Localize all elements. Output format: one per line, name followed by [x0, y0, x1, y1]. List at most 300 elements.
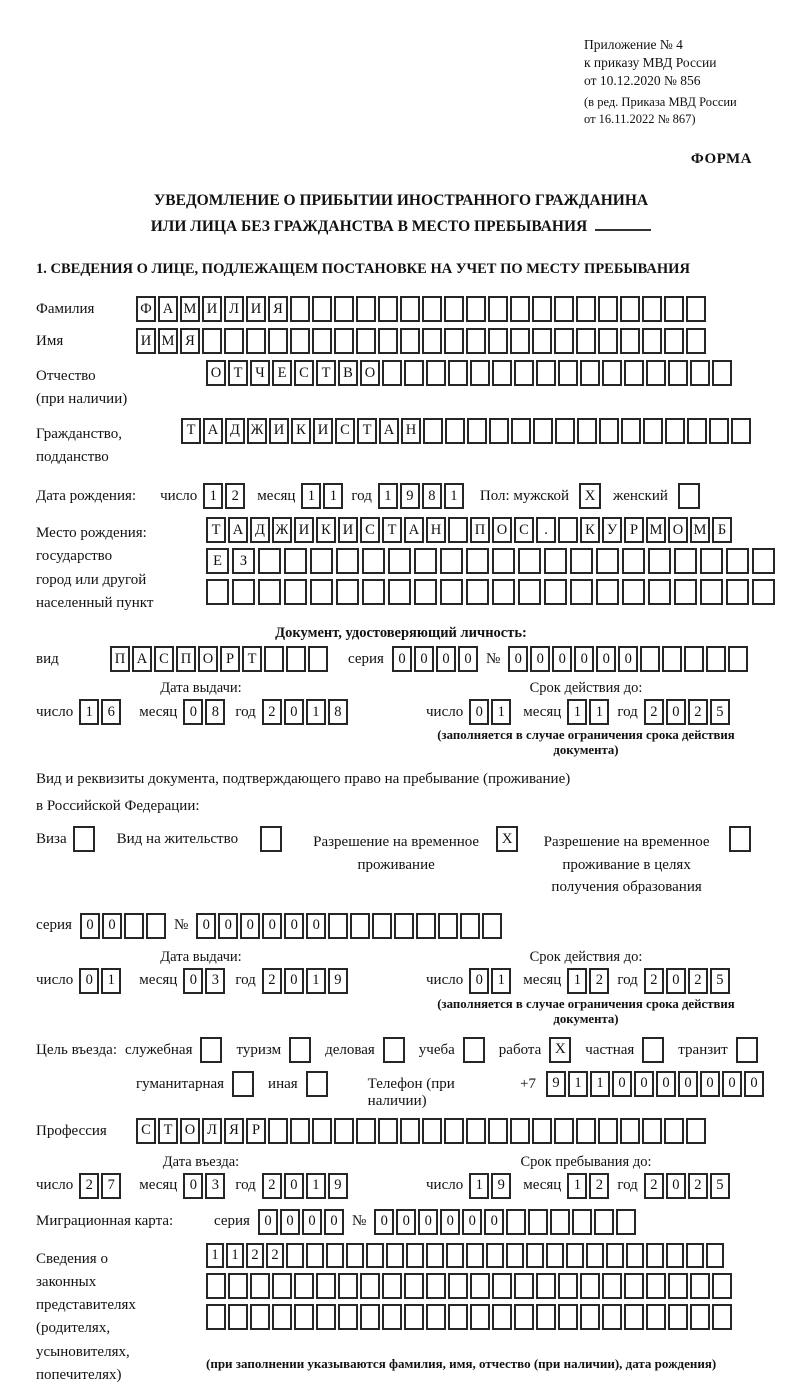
- form-cell[interactable]: [466, 328, 486, 354]
- form-cell[interactable]: [664, 328, 684, 354]
- form-cell[interactable]: [290, 328, 310, 354]
- form-cell[interactable]: [731, 418, 751, 444]
- form-cell[interactable]: 2: [225, 483, 245, 509]
- temp-residence-education-checkbox[interactable]: [729, 826, 751, 852]
- form-cell[interactable]: [532, 1118, 552, 1144]
- form-cell[interactable]: 2: [644, 699, 664, 725]
- form-cell[interactable]: 0: [240, 913, 260, 939]
- form-cell[interactable]: С: [154, 646, 174, 672]
- form-cell[interactable]: 8: [422, 483, 442, 509]
- identity-valid-day-cells[interactable]: [469, 699, 513, 725]
- form-cell[interactable]: [687, 418, 707, 444]
- form-cell[interactable]: [492, 1304, 512, 1330]
- migration-number-cells[interactable]: [374, 1209, 638, 1235]
- form-cell[interactable]: 0: [392, 646, 412, 672]
- form-cell[interactable]: 2: [589, 968, 609, 994]
- form-cell[interactable]: [202, 328, 222, 354]
- form-cell[interactable]: 2: [79, 1173, 99, 1199]
- form-cell[interactable]: [406, 1243, 424, 1268]
- form-cell[interactable]: [350, 913, 370, 939]
- form-cell[interactable]: [228, 1273, 248, 1299]
- form-cell[interactable]: [444, 296, 464, 322]
- representatives-row3-cells[interactable]: [206, 1304, 734, 1330]
- form-cell[interactable]: [426, 1304, 446, 1330]
- visa-checkbox[interactable]: [73, 826, 95, 852]
- form-cell[interactable]: Р: [624, 517, 644, 543]
- form-cell[interactable]: [414, 548, 437, 574]
- form-cell[interactable]: [700, 579, 723, 605]
- form-cell[interactable]: [576, 328, 596, 354]
- form-cell[interactable]: [258, 579, 281, 605]
- form-cell[interactable]: 0: [666, 968, 686, 994]
- form-cell[interactable]: П: [176, 646, 196, 672]
- form-cell[interactable]: 0: [618, 646, 638, 672]
- form-cell[interactable]: [146, 913, 166, 939]
- form-cell[interactable]: Т: [242, 646, 262, 672]
- form-cell[interactable]: [528, 1209, 548, 1235]
- birthdate-year-cells[interactable]: [378, 483, 466, 509]
- form-cell[interactable]: И: [313, 418, 333, 444]
- form-cell[interactable]: 0: [700, 1071, 720, 1097]
- form-cell[interactable]: [684, 646, 704, 672]
- form-cell[interactable]: [228, 1304, 248, 1330]
- form-cell[interactable]: А: [404, 517, 424, 543]
- form-cell[interactable]: [580, 1273, 600, 1299]
- purpose-private-checkbox[interactable]: [642, 1037, 664, 1063]
- form-cell[interactable]: 0: [462, 1209, 482, 1235]
- form-cell[interactable]: [712, 360, 732, 386]
- form-cell[interactable]: 1: [378, 483, 398, 509]
- form-cell[interactable]: [206, 1304, 226, 1330]
- form-cell[interactable]: 0: [634, 1071, 654, 1097]
- form-cell[interactable]: [686, 296, 706, 322]
- form-cell[interactable]: [566, 1243, 584, 1268]
- form-cell[interactable]: [709, 418, 729, 444]
- form-cell[interactable]: 0: [218, 913, 238, 939]
- form-cell[interactable]: [544, 548, 567, 574]
- form-cell[interactable]: [690, 360, 710, 386]
- form-cell[interactable]: 1: [491, 968, 511, 994]
- form-cell[interactable]: [570, 548, 593, 574]
- form-cell[interactable]: Н: [401, 418, 421, 444]
- form-cell[interactable]: 2: [262, 699, 282, 725]
- form-cell[interactable]: 1: [323, 483, 343, 509]
- form-cell[interactable]: С: [294, 360, 314, 386]
- form-cell[interactable]: [426, 360, 446, 386]
- form-cell[interactable]: [514, 1273, 534, 1299]
- form-cell[interactable]: [558, 1304, 578, 1330]
- form-cell[interactable]: 1: [101, 968, 121, 994]
- form-cell[interactable]: 1: [567, 699, 587, 725]
- form-cell[interactable]: 0: [436, 646, 456, 672]
- form-cell[interactable]: [422, 296, 442, 322]
- form-cell[interactable]: [310, 579, 333, 605]
- form-cell[interactable]: [546, 1243, 564, 1268]
- phone-cells[interactable]: [546, 1071, 766, 1097]
- form-cell[interactable]: 3: [205, 968, 225, 994]
- form-cell[interactable]: [492, 360, 512, 386]
- form-cell[interactable]: [306, 1243, 324, 1268]
- stay-year-cells[interactable]: [644, 1173, 732, 1199]
- form-cell[interactable]: Е: [272, 360, 292, 386]
- form-cell[interactable]: О: [180, 1118, 200, 1144]
- form-cell[interactable]: [426, 1273, 446, 1299]
- form-cell[interactable]: Т: [357, 418, 377, 444]
- form-cell[interactable]: [690, 1273, 710, 1299]
- form-cell[interactable]: Т: [158, 1118, 178, 1144]
- form-cell[interactable]: [470, 1304, 490, 1330]
- form-cell[interactable]: [422, 1118, 442, 1144]
- purpose-other-checkbox[interactable]: [306, 1071, 328, 1097]
- form-cell[interactable]: [356, 328, 376, 354]
- form-cell[interactable]: Т: [228, 360, 248, 386]
- form-cell[interactable]: А: [379, 418, 399, 444]
- form-cell[interactable]: [336, 548, 359, 574]
- form-cell[interactable]: К: [580, 517, 600, 543]
- form-cell[interactable]: Я: [268, 296, 288, 322]
- profession-cells[interactable]: [136, 1118, 708, 1144]
- form-cell[interactable]: [466, 296, 486, 322]
- form-cell[interactable]: [646, 1304, 666, 1330]
- form-cell[interactable]: [448, 360, 468, 386]
- form-cell[interactable]: [382, 360, 402, 386]
- form-cell[interactable]: [514, 1304, 534, 1330]
- form-cell[interactable]: Ж: [272, 517, 292, 543]
- form-cell[interactable]: [378, 328, 398, 354]
- form-cell[interactable]: Д: [250, 517, 270, 543]
- form-cell[interactable]: Р: [246, 1118, 266, 1144]
- form-cell[interactable]: С: [514, 517, 534, 543]
- form-cell[interactable]: [664, 1118, 684, 1144]
- form-cell[interactable]: 0: [612, 1071, 632, 1097]
- form-cell[interactable]: 1: [444, 483, 464, 509]
- form-cell[interactable]: 2: [246, 1243, 264, 1268]
- form-cell[interactable]: [328, 913, 348, 939]
- form-cell[interactable]: [622, 548, 645, 574]
- form-cell[interactable]: [206, 1273, 226, 1299]
- form-cell[interactable]: [536, 1273, 556, 1299]
- form-cell[interactable]: [536, 360, 556, 386]
- form-cell[interactable]: [706, 646, 726, 672]
- form-cell[interactable]: 0: [666, 699, 686, 725]
- form-cell[interactable]: 9: [400, 483, 420, 509]
- representatives-row1-cells[interactable]: [206, 1243, 734, 1268]
- form-cell[interactable]: И: [294, 517, 314, 543]
- form-cell[interactable]: [492, 548, 515, 574]
- form-cell[interactable]: [586, 1243, 604, 1268]
- form-cell[interactable]: 0: [102, 913, 122, 939]
- form-cell[interactable]: 5: [710, 699, 730, 725]
- form-cell[interactable]: Р: [220, 646, 240, 672]
- form-cell[interactable]: [466, 1243, 484, 1268]
- form-cell[interactable]: [690, 1304, 710, 1330]
- form-cell[interactable]: [460, 913, 480, 939]
- form-cell[interactable]: [438, 913, 458, 939]
- form-cell[interactable]: 0: [666, 1173, 686, 1199]
- form-cell[interactable]: [448, 1273, 468, 1299]
- surname-cells[interactable]: [136, 296, 708, 322]
- stay-day-cells[interactable]: [469, 1173, 513, 1199]
- form-cell[interactable]: 5: [710, 968, 730, 994]
- form-cell[interactable]: 2: [644, 968, 664, 994]
- form-cell[interactable]: [594, 1209, 614, 1235]
- form-cell[interactable]: [422, 328, 442, 354]
- form-cell[interactable]: [286, 1243, 304, 1268]
- form-cell[interactable]: О: [198, 646, 218, 672]
- form-cell[interactable]: [664, 296, 684, 322]
- form-cell[interactable]: [602, 360, 622, 386]
- form-cell[interactable]: [518, 579, 541, 605]
- form-cell[interactable]: [378, 1118, 398, 1144]
- form-cell[interactable]: 0: [183, 699, 203, 725]
- form-cell[interactable]: [642, 1118, 662, 1144]
- form-cell[interactable]: [624, 1273, 644, 1299]
- form-cell[interactable]: [624, 1304, 644, 1330]
- form-cell[interactable]: [294, 1273, 314, 1299]
- form-cell[interactable]: 0: [574, 646, 594, 672]
- birthdate-day-cells[interactable]: [203, 483, 247, 509]
- form-cell[interactable]: 0: [678, 1071, 698, 1097]
- purpose-study-checkbox[interactable]: [463, 1037, 485, 1063]
- form-cell[interactable]: [620, 1118, 640, 1144]
- form-cell[interactable]: И: [202, 296, 222, 322]
- form-cell[interactable]: [426, 1243, 444, 1268]
- form-cell[interactable]: [224, 328, 244, 354]
- form-cell[interactable]: [416, 913, 436, 939]
- form-cell[interactable]: [598, 296, 618, 322]
- form-cell[interactable]: 1: [469, 1173, 489, 1199]
- form-cell[interactable]: [510, 328, 530, 354]
- form-cell[interactable]: [577, 418, 597, 444]
- form-cell[interactable]: [570, 579, 593, 605]
- form-cell[interactable]: [444, 1118, 464, 1144]
- form-cell[interactable]: [466, 1118, 486, 1144]
- form-cell[interactable]: [232, 579, 255, 605]
- form-cell[interactable]: 0: [284, 913, 304, 939]
- form-cell[interactable]: [386, 1243, 404, 1268]
- form-cell[interactable]: 0: [530, 646, 550, 672]
- form-cell[interactable]: 0: [440, 1209, 460, 1235]
- form-cell[interactable]: [752, 579, 775, 605]
- form-cell[interactable]: [518, 548, 541, 574]
- form-cell[interactable]: [124, 913, 144, 939]
- form-cell[interactable]: [596, 548, 619, 574]
- form-cell[interactable]: [599, 418, 619, 444]
- form-cell[interactable]: [268, 328, 288, 354]
- form-cell[interactable]: 1: [491, 699, 511, 725]
- form-cell[interactable]: 7: [101, 1173, 121, 1199]
- form-cell[interactable]: [554, 1118, 574, 1144]
- entry-day-cells[interactable]: [79, 1173, 123, 1199]
- form-cell[interactable]: 0: [744, 1071, 764, 1097]
- form-cell[interactable]: [444, 328, 464, 354]
- form-cell[interactable]: [400, 296, 420, 322]
- form-cell[interactable]: [346, 1243, 364, 1268]
- form-cell[interactable]: [640, 646, 660, 672]
- form-cell[interactable]: [668, 1273, 688, 1299]
- form-cell[interactable]: М: [646, 517, 666, 543]
- gender-male-checkbox[interactable]: X: [579, 483, 601, 509]
- identity-issue-day-cells[interactable]: [79, 699, 123, 725]
- form-cell[interactable]: К: [291, 418, 311, 444]
- form-cell[interactable]: С: [360, 517, 380, 543]
- form-cell[interactable]: [624, 360, 644, 386]
- form-cell[interactable]: [580, 360, 600, 386]
- form-cell[interactable]: З: [232, 548, 255, 574]
- form-cell[interactable]: 8: [205, 699, 225, 725]
- form-cell[interactable]: [616, 1209, 636, 1235]
- form-cell[interactable]: 1: [589, 699, 609, 725]
- form-cell[interactable]: 1: [568, 1071, 588, 1097]
- form-cell[interactable]: [686, 1118, 706, 1144]
- form-cell[interactable]: [602, 1273, 622, 1299]
- form-cell[interactable]: [360, 1304, 380, 1330]
- identity-issue-year-cells[interactable]: [262, 699, 350, 725]
- form-cell[interactable]: [310, 548, 333, 574]
- form-cell[interactable]: [284, 548, 307, 574]
- form-cell[interactable]: [580, 1304, 600, 1330]
- form-cell[interactable]: И: [136, 328, 156, 354]
- form-cell[interactable]: [316, 1304, 336, 1330]
- form-cell[interactable]: О: [206, 360, 226, 386]
- form-cell[interactable]: [642, 328, 662, 354]
- purpose-work-checkbox[interactable]: X: [549, 1037, 571, 1063]
- form-cell[interactable]: [488, 296, 508, 322]
- form-cell[interactable]: 1: [203, 483, 223, 509]
- form-cell[interactable]: [712, 1273, 732, 1299]
- form-cell[interactable]: 0: [722, 1071, 742, 1097]
- form-cell[interactable]: [666, 1243, 684, 1268]
- form-cell[interactable]: 2: [688, 699, 708, 725]
- form-cell[interactable]: [626, 1243, 644, 1268]
- permit-number-cells[interactable]: [196, 913, 504, 939]
- form-cell[interactable]: [665, 418, 685, 444]
- form-cell[interactable]: С: [335, 418, 355, 444]
- form-cell[interactable]: 2: [266, 1243, 284, 1268]
- form-cell[interactable]: [686, 1243, 704, 1268]
- form-cell[interactable]: М: [180, 296, 200, 322]
- form-cell[interactable]: [620, 328, 640, 354]
- form-cell[interactable]: [250, 1304, 270, 1330]
- form-cell[interactable]: 0: [596, 646, 616, 672]
- form-cell[interactable]: [338, 1304, 358, 1330]
- form-cell[interactable]: [662, 646, 682, 672]
- form-cell[interactable]: [536, 1304, 556, 1330]
- form-cell[interactable]: 0: [552, 646, 572, 672]
- identity-valid-year-cells[interactable]: [644, 699, 732, 725]
- form-cell[interactable]: 1: [590, 1071, 610, 1097]
- purpose-business-checkbox[interactable]: [383, 1037, 405, 1063]
- form-cell[interactable]: 0: [306, 913, 326, 939]
- form-cell[interactable]: [544, 579, 567, 605]
- identity-valid-month-cells[interactable]: [567, 699, 611, 725]
- form-cell[interactable]: [554, 328, 574, 354]
- form-cell[interactable]: [510, 296, 530, 322]
- form-cell[interactable]: [362, 548, 385, 574]
- form-cell[interactable]: А: [228, 517, 248, 543]
- form-cell[interactable]: 2: [644, 1173, 664, 1199]
- form-cell[interactable]: [414, 579, 437, 605]
- form-cell[interactable]: [423, 418, 443, 444]
- form-cell[interactable]: [326, 1243, 344, 1268]
- form-cell[interactable]: [362, 579, 385, 605]
- form-cell[interactable]: Б: [712, 517, 732, 543]
- form-cell[interactable]: [272, 1304, 292, 1330]
- form-cell[interactable]: 0: [196, 913, 216, 939]
- purpose-official-checkbox[interactable]: [200, 1037, 222, 1063]
- form-cell[interactable]: 0: [284, 1173, 304, 1199]
- form-cell[interactable]: [312, 296, 332, 322]
- form-cell[interactable]: 1: [206, 1243, 224, 1268]
- entry-month-cells[interactable]: [183, 1173, 227, 1199]
- form-cell[interactable]: [246, 328, 266, 354]
- residence-permit-checkbox[interactable]: [260, 826, 282, 852]
- form-cell[interactable]: 0: [183, 1173, 203, 1199]
- form-cell[interactable]: [312, 1118, 332, 1144]
- form-cell[interactable]: 0: [79, 968, 99, 994]
- form-cell[interactable]: [646, 1243, 664, 1268]
- citizenship-cells[interactable]: [181, 418, 753, 444]
- form-cell[interactable]: [284, 579, 307, 605]
- form-cell[interactable]: [558, 1273, 578, 1299]
- form-cell[interactable]: [728, 646, 748, 672]
- form-cell[interactable]: 0: [284, 968, 304, 994]
- form-cell[interactable]: 1: [306, 699, 326, 725]
- permit-issue-month-cells[interactable]: [183, 968, 227, 994]
- form-cell[interactable]: М: [158, 328, 178, 354]
- form-cell[interactable]: [400, 328, 420, 354]
- form-cell[interactable]: [532, 328, 552, 354]
- purpose-transit-checkbox[interactable]: [736, 1037, 758, 1063]
- form-cell[interactable]: [486, 1243, 504, 1268]
- form-cell[interactable]: 5: [710, 1173, 730, 1199]
- form-cell[interactable]: 0: [396, 1209, 416, 1235]
- form-cell[interactable]: [448, 1304, 468, 1330]
- form-cell[interactable]: 0: [469, 699, 489, 725]
- form-cell[interactable]: [445, 418, 465, 444]
- form-cell[interactable]: О: [668, 517, 688, 543]
- migration-series-cells[interactable]: [258, 1209, 346, 1235]
- form-cell[interactable]: 8: [328, 699, 348, 725]
- form-cell[interactable]: [466, 548, 489, 574]
- form-cell[interactable]: [554, 296, 574, 322]
- form-cell[interactable]: Я: [224, 1118, 244, 1144]
- form-cell[interactable]: Т: [206, 517, 226, 543]
- form-cell[interactable]: [488, 328, 508, 354]
- form-cell[interactable]: [576, 1118, 596, 1144]
- form-cell[interactable]: [488, 1118, 508, 1144]
- form-cell[interactable]: 0: [458, 646, 478, 672]
- form-cell[interactable]: 0: [258, 1209, 278, 1235]
- form-cell[interactable]: Т: [382, 517, 402, 543]
- form-cell[interactable]: 0: [80, 913, 100, 939]
- form-cell[interactable]: [489, 418, 509, 444]
- form-cell[interactable]: [674, 579, 697, 605]
- form-cell[interactable]: [572, 1209, 592, 1235]
- form-cell[interactable]: [258, 548, 281, 574]
- form-cell[interactable]: [674, 548, 697, 574]
- form-cell[interactable]: Л: [224, 296, 244, 322]
- form-cell[interactable]: Ч: [250, 360, 270, 386]
- form-cell[interactable]: [643, 418, 663, 444]
- temp-residence-checkbox[interactable]: X: [496, 826, 518, 852]
- form-cell[interactable]: 0: [508, 646, 528, 672]
- form-cell[interactable]: К: [316, 517, 336, 543]
- form-cell[interactable]: [400, 1118, 420, 1144]
- form-cell[interactable]: Е: [206, 548, 229, 574]
- form-cell[interactable]: 0: [183, 968, 203, 994]
- purpose-tourism-checkbox[interactable]: [289, 1037, 311, 1063]
